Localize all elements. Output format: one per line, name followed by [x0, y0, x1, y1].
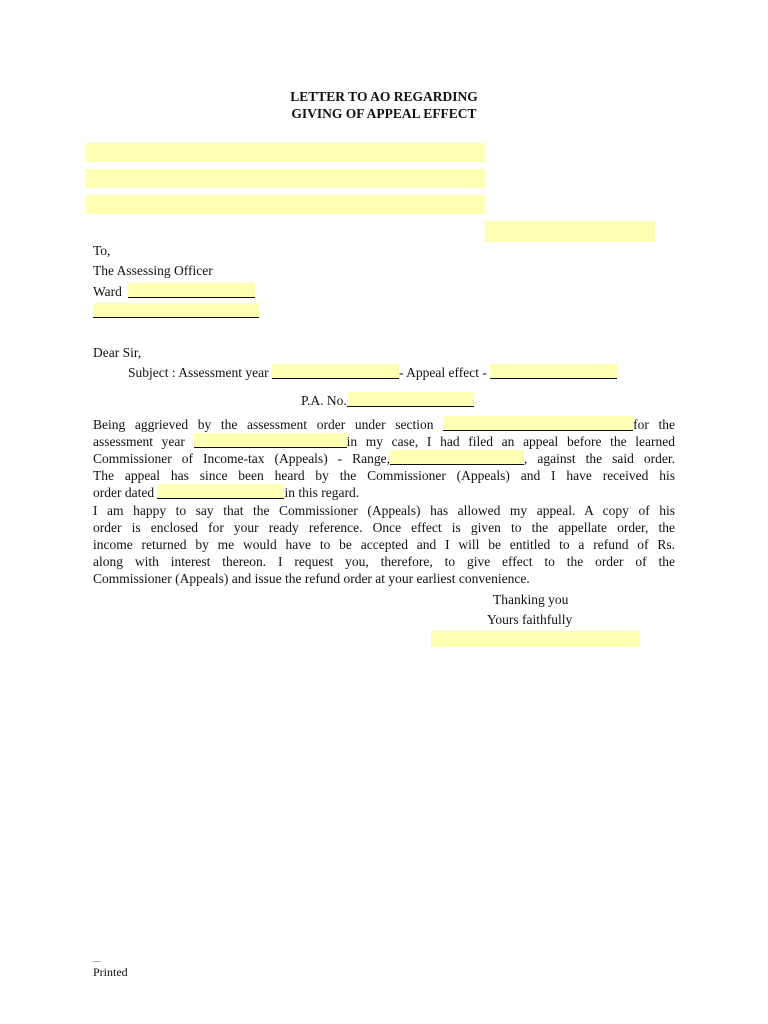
letter-title-line-1: LETTER TO AO REGARDING	[290, 89, 478, 104]
para2-line-5: Commissioner (Appeals) and issue the refund order at your earliest convenience.	[93, 571, 530, 586]
yours-faithfully: Yours faithfully	[487, 612, 573, 627]
para1-text: , against the said order.	[524, 451, 675, 466]
subject-line	[128, 364, 617, 381]
assessing-officer-label: The Assessing Officer	[93, 263, 213, 278]
para1-text: in this regard.	[284, 485, 360, 500]
ward-field[interactable]	[128, 283, 255, 298]
para1-text: Commissioner of Income-tax (Appeals) - Range,	[93, 451, 391, 466]
subject-prefix: Subject : Assessment year	[128, 365, 269, 380]
sender-name-field[interactable]	[86, 143, 485, 162]
printed-label: Printed	[93, 965, 128, 979]
salutation: Dear Sir,	[93, 345, 142, 360]
appeal-effect-label: - Appeal effect -	[398, 365, 487, 380]
pan-line	[301, 392, 474, 409]
to-label: To,	[93, 243, 111, 258]
range-field[interactable]	[390, 450, 524, 465]
pan-field[interactable]	[347, 392, 474, 407]
para2-line-4: along with interest thereon. I request you, therefore, to give effect to the order of the	[93, 554, 675, 569]
para2-line-2: order is enclosed for your ready reference. Once effect is given to the appellate order, the	[93, 520, 675, 535]
ward-place-field[interactable]	[93, 303, 259, 318]
para1-text: assessment year	[93, 434, 185, 449]
para1-text: in my case, I had filed an appeal before the learned	[346, 434, 675, 449]
para1-assessment-year-field[interactable]	[194, 433, 347, 448]
pan-label: P.A. No.	[301, 393, 347, 408]
ward-label: Ward	[93, 284, 122, 299]
para2-line-3: income returned by me would have to be accepted and I will be entitled to a refund of Rs.	[93, 537, 675, 552]
para1-line-3	[93, 450, 675, 467]
order-date-field[interactable]	[157, 484, 284, 499]
signature-field[interactable]	[431, 631, 640, 647]
date-field[interactable]	[485, 221, 655, 242]
appeal-effect-field[interactable]	[490, 364, 617, 379]
subject-assessment-year-field[interactable]	[272, 364, 399, 379]
sender-address-field-1[interactable]	[86, 169, 485, 188]
para1-line-5	[93, 484, 675, 501]
para1-text: for the	[633, 417, 676, 432]
para1-line-4: The appeal has since been heard by the Commissioner (Appeals) and I have received his	[93, 468, 675, 483]
letter-title-line-2: GIVING OF APPEAL EFFECT	[291, 106, 477, 121]
para1-line-1	[93, 416, 675, 433]
sender-address-field-2[interactable]	[86, 195, 485, 214]
footer-mark: ....	[93, 955, 101, 964]
para1-text: Being aggrieved by the assessment order under section	[93, 417, 434, 432]
para2-line-1: I am happy to say that the Commissioner (Appeals) has allowed my appeal. A copy of his	[93, 503, 675, 518]
thanking-you: Thanking you	[493, 592, 569, 607]
para1-line-2	[93, 433, 675, 450]
ward-line	[93, 283, 255, 300]
para1-text: order dated	[93, 485, 155, 500]
ward-place-line	[93, 303, 259, 320]
section-field[interactable]	[443, 416, 633, 431]
